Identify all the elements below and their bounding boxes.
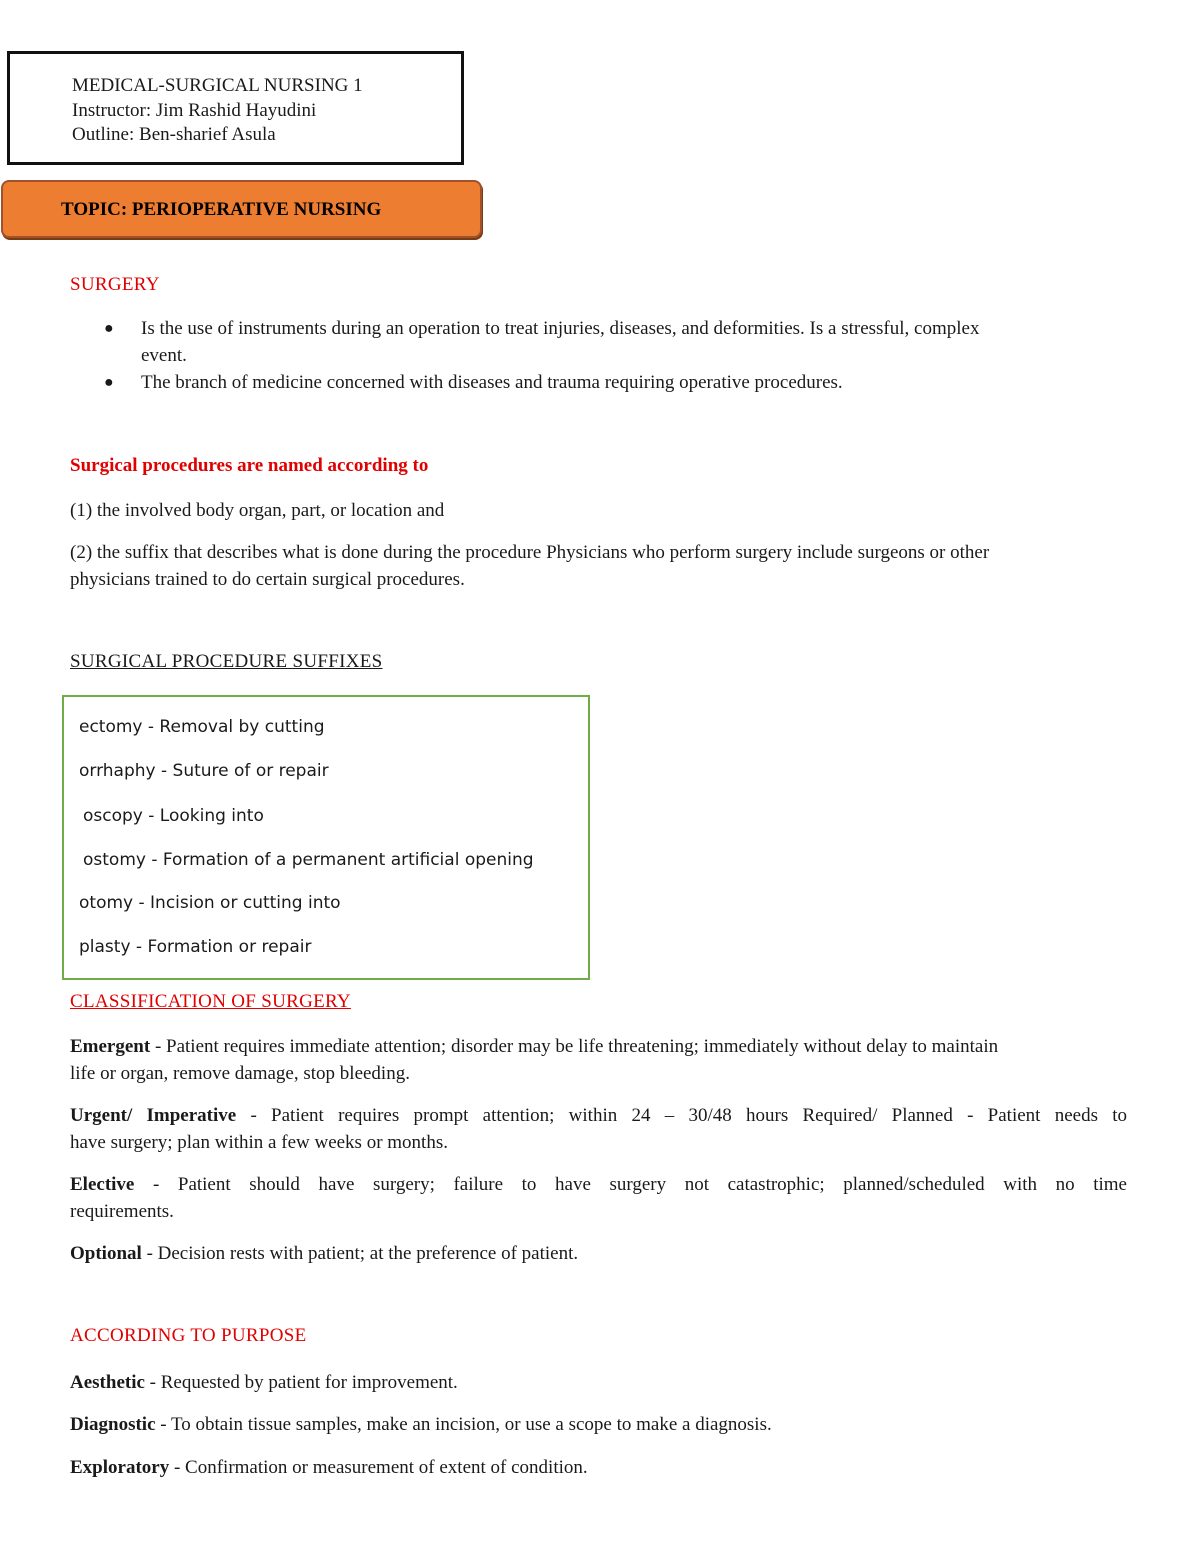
elective-text: - Patient should have surgery; failure to have surgery not catastrophic; planned/scheduled with no time [134, 1174, 1127, 1195]
naming-point-2-cont: physicians trained to do certain surgical procedures. [70, 569, 465, 590]
urgent-term: Urgent/ Imperative [70, 1105, 237, 1126]
suffixes-box [62, 695, 590, 980]
bullet-icon: ● [104, 374, 114, 391]
suffix-item: otomy - Incision or cutting into [79, 893, 341, 913]
elective-term: Elective [70, 1174, 135, 1195]
naming-point-1: (1) the involved body organ, part, or location and [70, 500, 445, 521]
suffix-item: oscopy - Looking into [83, 806, 264, 826]
urgent-entry [70, 1102, 1127, 1129]
exploratory-term: Exploratory [70, 1457, 170, 1478]
diagnostic-term: Diagnostic [70, 1414, 156, 1435]
elective-entry-cont: requirements. [70, 1201, 174, 1222]
instructor-line: Instructor: Jim Rashid Hayudini [72, 100, 317, 121]
emergent-term: Emergent [70, 1036, 151, 1057]
surgery-bullet-2: The branch of medicine concerned with diseases and trauma requiring operative procedures. [141, 372, 843, 393]
elective-entry [70, 1171, 1127, 1198]
diagnostic-entry [70, 1411, 772, 1438]
purpose-heading: ACCORDING TO PURPOSE [70, 1325, 307, 1346]
suffix-item: ectomy - Removal by cutting [79, 717, 325, 737]
classification-heading: CLASSIFICATION OF SURGERY [70, 991, 351, 1012]
urgent-entry-cont: have surgery; plan within a few weeks or months. [70, 1132, 448, 1153]
suffixes-heading: SURGICAL PROCEDURE SUFFIXES [70, 651, 383, 672]
course-title: MEDICAL-SURGICAL NURSING 1 [72, 75, 363, 96]
exploratory-entry [70, 1454, 588, 1481]
emergent-entry-cont: life or organ, remove damage, stop bleeding. [70, 1063, 410, 1084]
optional-text: - Decision rests with patient; at the preference of patient. [141, 1243, 579, 1264]
optional-term: Optional [70, 1243, 142, 1264]
aesthetic-entry [70, 1369, 458, 1396]
optional-entry [70, 1240, 578, 1267]
topic-title: TOPIC: PERIOPERATIVE NURSING [61, 199, 382, 220]
emergent-entry [70, 1033, 998, 1060]
outline-line: Outline: Ben-sharief Asula [72, 124, 276, 145]
surgery-bullet-1-cont: event. [141, 345, 187, 366]
topic-banner [1, 180, 482, 238]
suffix-item: orrhaphy - Suture of or repair [79, 761, 329, 781]
aesthetic-term: Aesthetic [70, 1372, 145, 1393]
naming-point-2: (2) the suffix that describes what is done during the procedure Physicians who perform surgery include surgeons or other [70, 542, 990, 563]
emergent-text: - Patient requires immediate attention; disorder may be life threatening; immediately without delay to maintain [150, 1036, 999, 1057]
bullet-icon: ● [104, 320, 114, 337]
surgery-heading: SURGERY [70, 274, 160, 295]
naming-heading: Surgical procedures are named according to [70, 455, 429, 476]
surgery-bullet-1: Is the use of instruments during an operation to treat injuries, diseases, and deformities. Is a stressful, complex [141, 318, 980, 339]
suffix-item: plasty - Formation or repair [79, 937, 312, 957]
urgent-text: - Patient requires prompt attention; within 24 – 30/48 hours Required/ Planned - Patient needs to [236, 1105, 1127, 1126]
diagnostic-text: - To obtain tissue samples, make an incision, or use a scope to make a diagnosis. [155, 1414, 772, 1435]
aesthetic-text: - Requested by patient for improvement. [144, 1372, 458, 1393]
suffix-item: ostomy - Formation of a permanent artificial opening [83, 850, 534, 870]
exploratory-text: - Confirmation or measurement of extent of condition. [169, 1457, 588, 1478]
course-header-box [7, 51, 464, 165]
